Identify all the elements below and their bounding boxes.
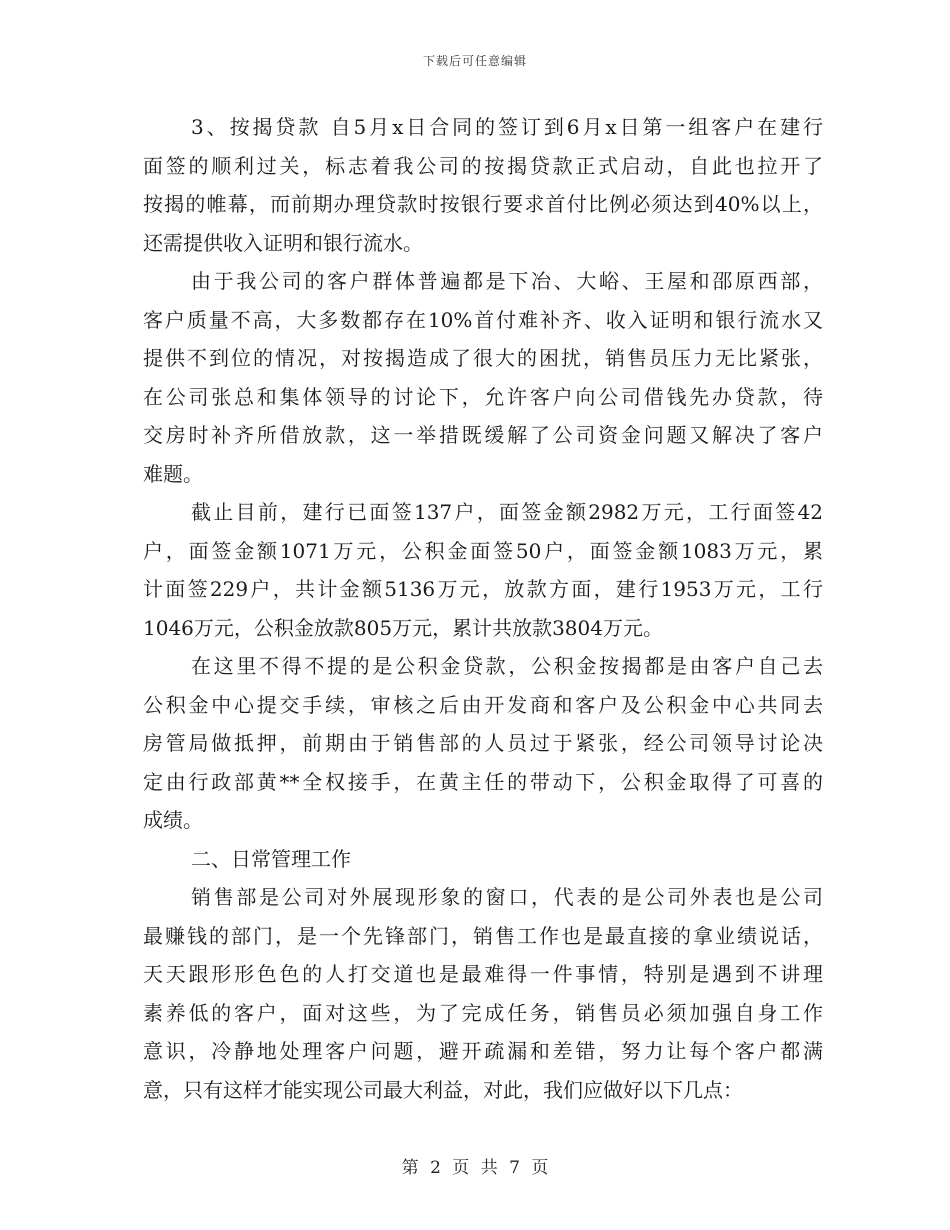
text-line: 天天跟形形色色的人打交道也是最难得一件事情，特别是遇到不讲理 xyxy=(143,962,823,986)
text-line: 意识，冷静地处理客户问题，避开疏漏和差错，努力让每个客户都满 xyxy=(143,1039,823,1063)
text-line: 素养低的客户，面对这些，为了完成任务，销售员必须加强自身工作 xyxy=(143,1000,823,1025)
text-line: 房管局做抵押，前期由于销售部的人员过于紧张，经公司领导讨论决 xyxy=(143,731,823,755)
text-line: 客户质量不高，大多数都存在10%首付难补齐、收入证明和银行流水又 xyxy=(143,307,823,332)
paragraph xyxy=(143,108,823,262)
paragraph xyxy=(143,878,823,1109)
text-line: 在公司张总和集体领导的讨论下，允许客户向公司借钱先办贷款，待 xyxy=(143,384,823,409)
section-heading-text: 二、日常管理工作 xyxy=(191,846,351,871)
text-line: 计面签229户，共计金额5136万元，放款方面，建行1953万元，工行 xyxy=(143,577,823,601)
page-header: 下载后可任意编辑 xyxy=(422,54,527,68)
text-line: 销售部是公司对外展现形象的窗口，代表的是公司外表也是公司 xyxy=(191,885,823,909)
text-line: 面签的顺利过关，标志着我公司的按揭贷款正式启动，自此也拉开了 xyxy=(143,153,823,178)
text-line: 按揭的帷幕，而前期办理贷款时按银行要求首付比例必须达到40%以上， xyxy=(143,192,823,216)
text-line: 户，面签金额1071万元，公积金面签50户，面签金额1083万元，累 xyxy=(143,538,823,563)
text-line: 成绩。 xyxy=(143,808,203,832)
text-line: 公积金中心提交手续，审核之后由开发商和客户及公积金中心共同去 xyxy=(143,692,823,717)
text-line: 最赚钱的部门，是一个先锋部门，销售工作也是最直接的拿业绩说话， xyxy=(143,923,823,948)
text-line: 提供不到位的情况，对按揭造成了很大的困扰，销售员压力无比紧张， xyxy=(143,346,823,370)
page-number: 第 2 页 共 7 页 xyxy=(401,1158,549,1178)
text-line: 难题。 xyxy=(143,461,203,486)
paragraph xyxy=(143,262,823,493)
text-line: 意，只有这样才能实现公司最大利益，对此，我们应做好以下几点： xyxy=(143,1077,743,1102)
text-line: 3、按揭贷款 自5月x日合同的签订到6月x日第一组客户在建行 xyxy=(191,115,823,139)
text-line: 还需提供收入证明和银行流水。 xyxy=(143,230,423,255)
text-line: 交房时补齐所借放款，这一举措既缓解了公司资金问题又解决了客户 xyxy=(143,423,823,447)
text-line: 截止目前，建行已面签137户，面签金额2982万元，工行面签42 xyxy=(191,500,823,524)
text-line: 1046万元，公积金放款805万元，累计共放款3804万元。 xyxy=(143,615,663,640)
text-line: 在这里不得不提的是公积金贷款，公积金按揭都是由客户自己去 xyxy=(191,654,823,678)
text-line: 由于我公司的客户群体普遍都是下冶、大峪、王屋和邵原西部， xyxy=(191,269,823,293)
document-body xyxy=(143,108,823,1109)
paragraph xyxy=(143,647,823,840)
paragraph xyxy=(143,493,823,647)
section-heading xyxy=(143,840,823,879)
text-line: 定由行政部黄**全权接手，在黄主任的带动下，公积金取得了可喜的 xyxy=(143,769,823,794)
